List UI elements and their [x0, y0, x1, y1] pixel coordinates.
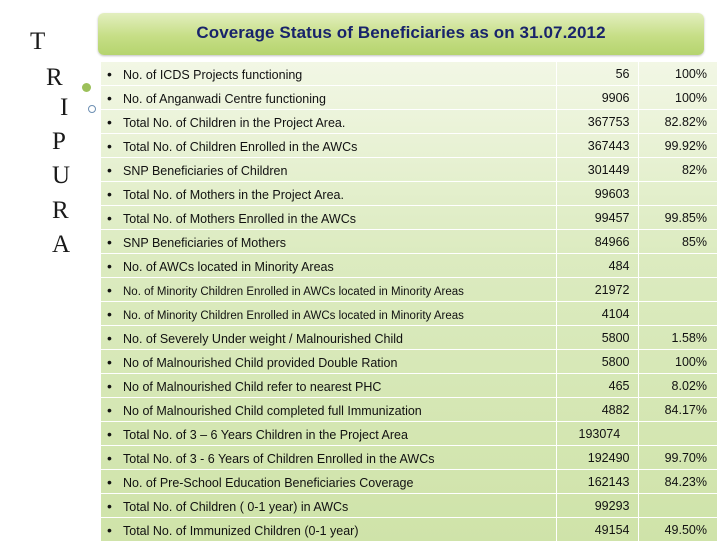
bullet-icon: •: [107, 90, 123, 106]
row-label-cell: [101, 302, 556, 326]
row-value: 5800: [556, 326, 638, 350]
bullet-icon: •: [107, 474, 123, 490]
state-letter: R: [52, 197, 69, 225]
row-label-cell: [101, 158, 556, 182]
row-label-cell: [101, 446, 556, 470]
row-label: No of Malnourished Child refer to nearest PHC: [123, 380, 381, 394]
row-percent: [638, 422, 717, 446]
bullet-icon: •: [107, 66, 123, 82]
table-row: [101, 134, 717, 158]
table-row: [101, 254, 717, 278]
table-row: [101, 494, 717, 518]
bullet-icon: •: [107, 498, 123, 514]
row-label: No. of Minority Children Enrolled in AWCs located in Minority Areas: [123, 286, 464, 298]
row-label: No. of ICDS Projects functioning: [123, 68, 302, 82]
row-label-cell: [101, 278, 556, 302]
row-label: No. of Severely Under weight / Malnourished Child: [123, 332, 403, 346]
bullet-icon: •: [107, 354, 123, 370]
row-percent: 100%: [638, 86, 717, 110]
row-label-cell: [101, 470, 556, 494]
state-letter: R: [46, 64, 63, 92]
bullet-icon: •: [107, 234, 123, 250]
row-label-cell: [101, 206, 556, 230]
decorative-ring-icon: [88, 105, 96, 113]
table-row: [101, 206, 717, 230]
row-label: No of Malnourished Child completed full Immunization: [123, 404, 422, 418]
row-label-cell: [101, 110, 556, 134]
row-label: Total No. of 3 - 6 Years of Children Enrolled in the AWCs: [123, 452, 435, 466]
row-percent: 99.70%: [638, 446, 717, 470]
table-row: [101, 326, 717, 350]
row-label: Total No. of 3 – 6 Years Children in the Project Area: [123, 428, 408, 442]
table-row: [101, 302, 717, 326]
table-row: [101, 62, 717, 86]
row-value: 4104: [556, 302, 638, 326]
row-percent: 99.85%: [638, 206, 717, 230]
table-row: [101, 230, 717, 254]
state-letter: T: [30, 28, 45, 56]
table-row: [101, 86, 717, 110]
row-percent: 82%: [638, 158, 717, 182]
row-percent: 1.58%: [638, 326, 717, 350]
bullet-icon: •: [107, 114, 123, 130]
row-label: SNP Beneficiaries of Mothers: [123, 236, 286, 250]
row-percent: [638, 254, 717, 278]
row-percent: 99.92%: [638, 134, 717, 158]
title-banner: [98, 13, 704, 55]
row-label: No. of Anganwadi Centre functioning: [123, 92, 326, 106]
row-value: 465: [556, 374, 638, 398]
row-value: 84966: [556, 230, 638, 254]
state-letter: P: [52, 128, 66, 156]
row-value: 5800: [556, 350, 638, 374]
row-label-cell: [101, 134, 556, 158]
state-name-vertical: [0, 0, 90, 540]
table-row: [101, 518, 717, 541]
row-label: SNP Beneficiaries of Children: [123, 164, 287, 178]
row-value: 99293: [556, 494, 638, 518]
row-percent: 84.17%: [638, 398, 717, 422]
row-label-cell: [101, 254, 556, 278]
row-label-cell: [101, 62, 556, 86]
row-percent: [638, 182, 717, 206]
bullet-icon: •: [107, 330, 123, 346]
table-row: [101, 398, 717, 422]
bullet-icon: •: [107, 426, 123, 442]
row-label-cell: [101, 230, 556, 254]
table-row: [101, 158, 717, 182]
bullet-icon: •: [107, 522, 123, 538]
row-label: Total No. of Mothers Enrolled in the AWCs: [123, 212, 356, 226]
row-label: Total No. of Children ( 0-1 year) in AWCs: [123, 500, 348, 514]
coverage-table-body: [101, 62, 717, 541]
row-label-cell: [101, 518, 556, 541]
row-value: 367443: [556, 134, 638, 158]
table-row: [101, 110, 717, 134]
coverage-table: [101, 62, 717, 541]
row-percent: 8.02%: [638, 374, 717, 398]
state-letter: A: [52, 231, 70, 259]
row-label: No. of AWCs located in Minority Areas: [123, 260, 334, 274]
row-label: No. of Minority Children Enrolled in AWCs located in Minority Areas: [123, 310, 464, 322]
row-percent: 82.82%: [638, 110, 717, 134]
row-value: 4882: [556, 398, 638, 422]
row-percent: [638, 494, 717, 518]
row-value: 99457: [556, 206, 638, 230]
table-row: [101, 350, 717, 374]
row-value: 301449: [556, 158, 638, 182]
row-label: Total No. of Immunized Children (0-1 year): [123, 524, 359, 538]
row-label-cell: [101, 182, 556, 206]
row-value: 192490: [556, 446, 638, 470]
row-value: 484: [556, 254, 638, 278]
row-percent: 49.50%: [638, 518, 717, 541]
row-label-cell: [101, 422, 556, 446]
row-label-cell: [101, 86, 556, 110]
table-row: [101, 422, 717, 446]
table-row: [101, 278, 717, 302]
row-percent: [638, 302, 717, 326]
bullet-icon: •: [107, 402, 123, 418]
row-value: 162143: [556, 470, 638, 494]
row-label-cell: [101, 374, 556, 398]
bullet-icon: •: [107, 162, 123, 178]
row-percent: 100%: [638, 62, 717, 86]
row-value: 9906: [556, 86, 638, 110]
row-value: 21972: [556, 278, 638, 302]
bullet-icon: •: [107, 186, 123, 202]
row-label: Total No. of Children Enrolled in the AWCs: [123, 140, 357, 154]
row-label: No of Malnourished Child provided Double Ration: [123, 356, 397, 370]
row-percent: 84.23%: [638, 470, 717, 494]
table-row: [101, 446, 717, 470]
bullet-icon: •: [107, 282, 123, 298]
row-label: Total No. of Mothers in the Project Area.: [123, 188, 344, 202]
row-label: No. of Pre-School Education Beneficiaries Coverage: [123, 476, 413, 490]
row-value: 99603: [556, 182, 638, 206]
decorative-dot-icon: [82, 83, 91, 92]
table-row: [101, 470, 717, 494]
bullet-icon: •: [107, 138, 123, 154]
row-label-cell: [101, 326, 556, 350]
bullet-icon: •: [107, 450, 123, 466]
bullet-icon: •: [107, 378, 123, 394]
row-label-cell: [101, 350, 556, 374]
row-value: 56: [556, 62, 638, 86]
state-letter: I: [60, 94, 68, 122]
table-row: [101, 374, 717, 398]
bullet-icon: •: [107, 306, 123, 322]
page-title: Coverage Status of Beneficiaries as on 31.07.2012: [196, 23, 605, 43]
row-value: 367753: [556, 110, 638, 134]
bullet-icon: •: [107, 210, 123, 226]
row-label-cell: [101, 494, 556, 518]
state-letter: U: [52, 162, 70, 190]
row-value: 193074: [556, 422, 638, 446]
row-value: 49154: [556, 518, 638, 541]
bullet-icon: •: [107, 258, 123, 274]
row-percent: 85%: [638, 230, 717, 254]
row-label-cell: [101, 398, 556, 422]
row-label: Total No. of Children in the Project Area.: [123, 116, 345, 130]
row-percent: [638, 278, 717, 302]
row-percent: 100%: [638, 350, 717, 374]
table-row: [101, 182, 717, 206]
